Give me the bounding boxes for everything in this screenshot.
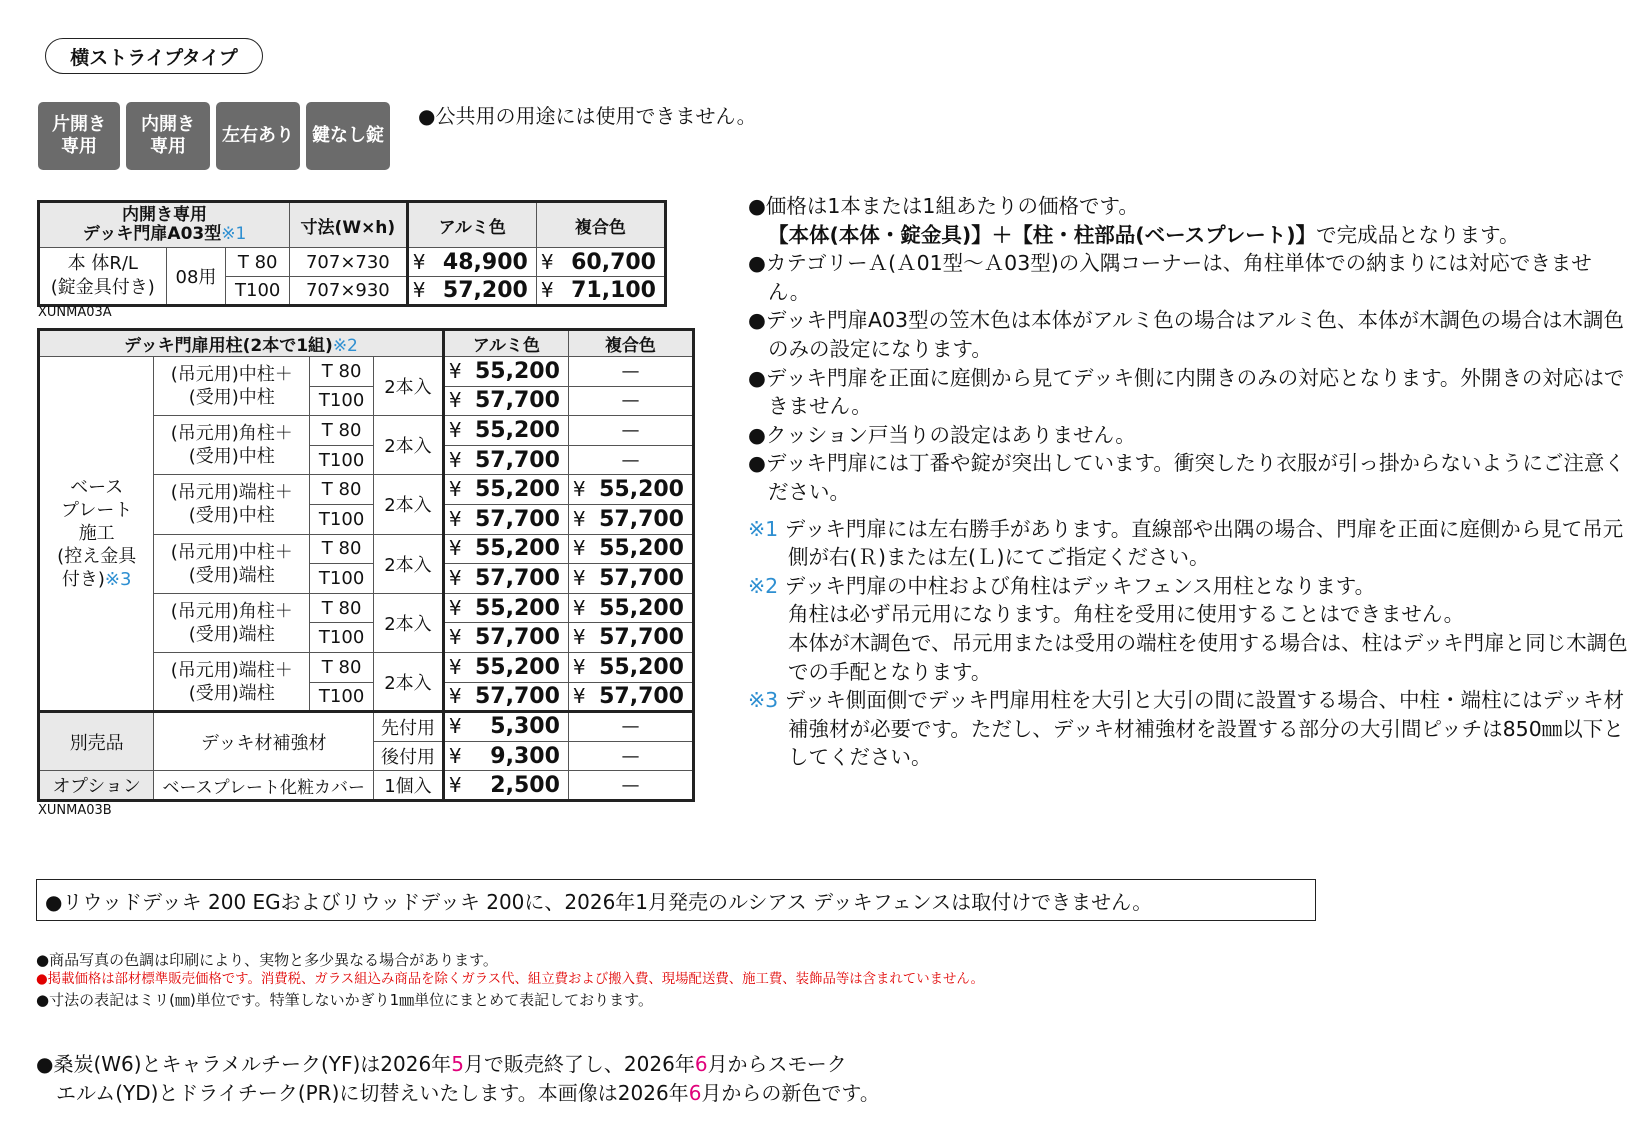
table-row: T100 ¥ 57,700 — [39, 386, 694, 416]
base-plate-label: ベース プレート 施工 (控え金具 付き)※3 [39, 357, 154, 712]
post-combination: (吊元用)端柱＋ (受用)端柱 [154, 652, 310, 711]
header-alumi-2: アルミ色 [443, 330, 568, 357]
note-cap-color: ●デッキ門扉A03型の笠木色は本体がアルミ色の場合はアルミ色、本体が木調色の場合は木調色のみの設定になります。 [748, 308, 1624, 361]
size-code: 08用 [166, 248, 226, 306]
post-combination: (吊元用)角柱＋ (受用)中柱 [154, 416, 310, 475]
product-code-b: XUNMA03B [38, 803, 112, 818]
table-row: T100 [226, 277, 290, 306]
table-row: T100 ¥ 57,700 ¥ 57,700 [39, 564, 694, 594]
table-row: (吊元用)端柱＋ (受用)中柱 T 80 2本入 ¥ 55,200 ¥ 55,200 [39, 475, 694, 505]
post-combination: (吊元用)中柱＋ (受用)中柱 [154, 357, 310, 416]
note-cushion: ●クッション戸当りの設定はありません。 [748, 422, 1136, 447]
note-mark-2: ※2 デッキ門扉の中柱および角柱はデッキフェンス用柱となります。 [748, 573, 1376, 598]
color-change-note: ●桑炭(W6)とキャラメルチーク(YF)は2026年5月で販売終了し、2026年6月からスモーク エルム(YD)とドライチーク(PR)に切替えいたします。本画像は2026年6月からの新色です。 [36, 1052, 880, 1105]
price-note: ●掲載価格は部材標準販売価格です。消費税、ガラス組込み商品を除くガラス代、組立費および搬入費、現場配送費、施工費、装飾品等は含まれていません。 [36, 972, 984, 987]
note-mark-1: ※1 デッキ門扉には左右勝手があります。直線部や出隅の場合、門扉を正面に庭側から見て吊元側が右(Ｒ)または左(Ｌ)にてご指定ください。 [748, 516, 1624, 570]
public-use-note: ●公共用の用途には使用できません。 [418, 104, 757, 128]
header-fukugo: 複合色 [536, 202, 665, 248]
post-price-table [37, 328, 695, 802]
body-label: 本 体R/L (錠金具付き) [39, 248, 167, 306]
table-row: オプション ベースプレート化粧カバー 1個入 ¥ 2,500 — [39, 771, 694, 801]
color-note: ●商品写真の色調は印刷により、実物と多少異なる場合があります。 [36, 951, 498, 969]
table-row: (吊元用)端柱＋ (受用)端柱 T 80 2本入 ¥ 55,200 ¥ 55,200 [39, 652, 694, 682]
header-size: 寸法(W×h) [290, 202, 408, 248]
badge-single-swing: 片開き 専用 [38, 102, 120, 170]
table-row: T100 ¥ 57,700 ¥ 57,700 [39, 682, 694, 712]
post-combination: (吊元用)中柱＋ (受用)端柱 [154, 534, 310, 593]
product-code-a: XUNMA03A [38, 305, 112, 320]
table-row: ベース プレート 施工 (控え金具 付き)※3 (吊元用)中柱＋ (受用)中柱 T 80 2本入 ¥ 55,200 — [39, 357, 694, 387]
table-row: T100 ¥ 57,700 — [39, 445, 694, 475]
table-row: (吊元用)角柱＋ (受用)端柱 T 80 2本入 ¥ 55,200 ¥ 55,200 [39, 593, 694, 623]
right-notes: ●価格は1本または1組あたりの価格です。 【本体(本体・錠金具)】＋【柱・柱部品(ベースプレート)】で完成品となります。 ●カテゴリーＡ(Ａ01型～Ａ03型)の入隅コーナーは、角柱単体での納まりには対応できません。 ●デッキ門扉A03型の笠木色は本体がアルミ色の場合はアルミ色、本体が木調色の場合は木調色のみの設定になります。 ●デッキ門扉を正面に庭側から見てデッキ側に内開きのみの対応となります。外開きの対応はできません。 ●クッション戸当りの設定はありません。 ●デッキ門扉には丁番や錠が突出しています。衝突したり衣服が引っ掛からないようにご注意ください。 ※1 デッキ門扉には左右勝手があります。直線部や出隅の場合、門扉を正面に庭側から見て吊元側が右(Ｒ)または左(Ｌ)にてご指定ください。 ※2 デッキ門扉の中柱および角柱はデッキフェンス用柱となります。 角柱は必ず吊元用になります。角柱を受用に使用することはできません。 本体が木調色で、吊元用または受用の端柱を使用する場合は、柱はデッキ門扉と同じ木調色での手配となります。 ※3 デッキ側面側でデッキ門扉用柱を大引と大引の間に設置する場合、中柱・端柱にはデッキ材補強材が必要です。ただし、デッキ材補強材を設置する部分の大引間ピッチは850㎜以下としてください。 [748, 192, 1628, 772]
badge-inward-swing: 内開き 専用 [126, 102, 210, 170]
feature-badges [38, 102, 390, 170]
dimension-note: ●寸法の表記はミリ(㎜)単位です。特筆しないかぎり1㎜単位にまとめて表記しております。 [36, 991, 653, 1009]
note-mark-3: ※3 デッキ側面側でデッキ門扉用柱を大引と大引の間に設置する場合、中柱・端柱にはデッキ材補強材が必要です。ただし、デッキ材補強材を設置する部分の大引間ピッチは850㎜以下としてください。 [748, 688, 1625, 770]
header-posts: デッキ門扉用柱(2本で1組)※2 [39, 330, 444, 357]
table-row: (吊元用)中柱＋ (受用)端柱 T 80 2本入 ¥ 55,200 ¥ 55,200 [39, 534, 694, 564]
post-combination: (吊元用)角柱＋ (受用)端柱 [154, 593, 310, 652]
note-category: ●カテゴリーＡ(Ａ01型～Ａ03型)の入隅コーナーは、角柱単体での納まりには対応できません。 [748, 251, 1592, 304]
badge-left-right: 左右あり [216, 102, 300, 170]
table-row: T100 ¥ 57,700 ¥ 57,700 [39, 623, 694, 653]
note-swing: ●デッキ門扉を正面に庭側から見てデッキ側に内開きのみの対応となります。外開きの対応はできません。 [748, 365, 1625, 419]
type-label: 横ストライプタイプ [45, 38, 263, 74]
table-row: 後付用 ¥ 9,300 — [39, 741, 694, 771]
header-product: 内開き専用 デッキ門扉A03型※1 [39, 202, 290, 248]
table-row: (吊元用)角柱＋ (受用)中柱 T 80 2本入 ¥ 55,200 — [39, 416, 694, 446]
gate-body-price-table: 内開き専用 デッキ門扉A03型※1 寸法(W×h) アルミ色 複合色 本 体R/L (錠金具付き) 08用 T 80 707×730 ¥ 48,900 ¥ 60,700 T100 707×930 ¥ 57,200 ¥ 71,100 [37, 200, 667, 307]
header-fukugo-2: 複合色 [568, 330, 693, 357]
post-combination: (吊元用)端柱＋ (受用)中柱 [154, 475, 310, 534]
note-price-unit: ●価格は1本または1組あたりの価格です。 [748, 194, 1139, 218]
table-row: T 80 [226, 248, 290, 277]
header-alumi: アルミ色 [407, 202, 536, 248]
note-hinge: ●デッキ門扉には丁番や錠が突出しています。衝突したり衣服が引っ掛からないようにご注意ください。 [748, 451, 1625, 504]
badge-keyless-lock: 鍵なし錠 [306, 102, 390, 170]
deck-fence-warning: ●リウッドデッキ 200 EGおよびリウッドデッキ 200に、2026年1月発売のルシアス デッキフェンスは取付けできません。 [36, 879, 1316, 921]
table-row: 別売品 デッキ材補強材 先付用 ¥ 5,300 — [39, 712, 694, 742]
table-row: T100 ¥ 57,700 ¥ 57,700 [39, 504, 694, 534]
